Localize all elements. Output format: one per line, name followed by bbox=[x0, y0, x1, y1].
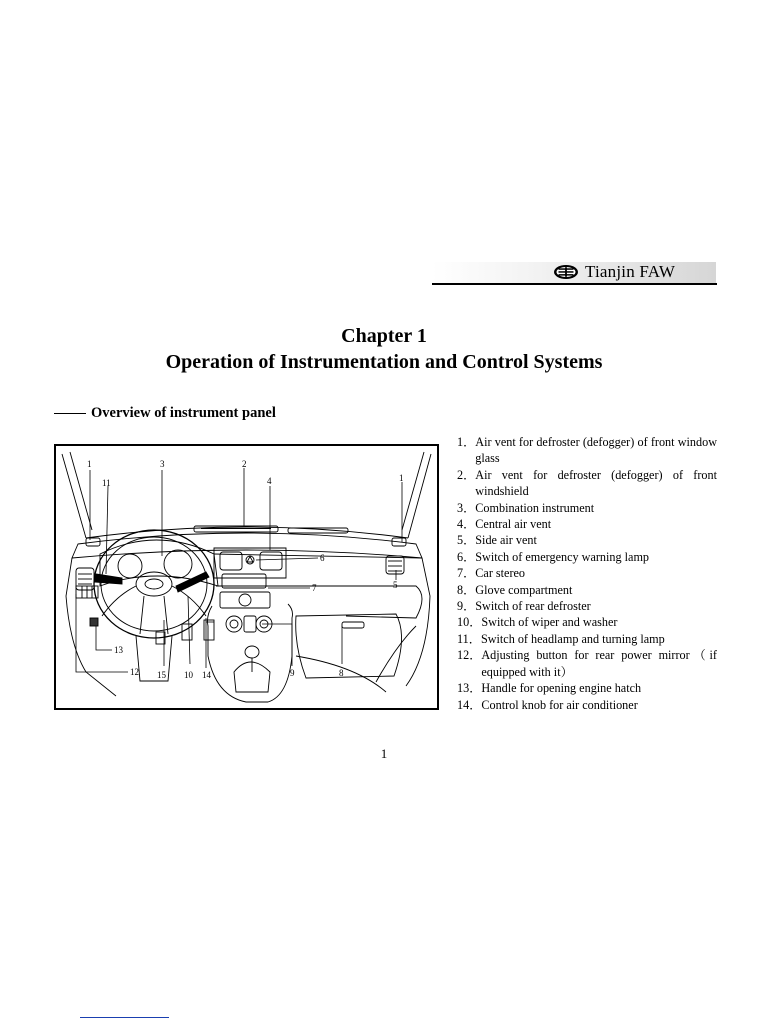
section-dash bbox=[54, 413, 86, 414]
legend-item-number: 2． bbox=[457, 467, 476, 482]
legend-item-text: Air vent for defroster (defogger) of front windshield bbox=[475, 467, 717, 499]
legend-item-number: 14． bbox=[457, 697, 482, 712]
legend-item-number: 13． bbox=[457, 681, 482, 696]
callout-label: 3 bbox=[160, 459, 165, 469]
legend-item-text: Switch of wiper and washer bbox=[481, 615, 618, 630]
instrument-panel-diagram bbox=[54, 444, 439, 710]
legend-item bbox=[457, 647, 717, 680]
callout-label: 15 bbox=[157, 670, 166, 680]
callout-label: 1 bbox=[399, 473, 404, 483]
legend-item bbox=[457, 680, 717, 696]
callout-label: 7 bbox=[312, 583, 317, 593]
legend-item-number: 10． bbox=[457, 615, 482, 630]
faw-logo-icon bbox=[553, 264, 579, 280]
callout-label: 13 bbox=[114, 645, 123, 655]
legend-item bbox=[457, 614, 717, 630]
callout-label: 12 bbox=[130, 667, 139, 677]
legend-item-number: 12． bbox=[457, 648, 482, 663]
brand bbox=[553, 261, 675, 283]
legend-item-text: Air vent for defroster (defogger) of front window glass bbox=[475, 435, 717, 466]
legend-item-number: 4． bbox=[457, 517, 476, 532]
callout-label: 1 bbox=[87, 459, 92, 469]
legend-item-number: 6． bbox=[457, 549, 476, 564]
legend-item-number: 7． bbox=[457, 566, 476, 581]
legend-item bbox=[457, 582, 717, 598]
legend-item-number: 1． bbox=[457, 435, 476, 449]
legend-item-number: 9． bbox=[457, 599, 476, 614]
page-number: 1 bbox=[380, 746, 388, 761]
legend-item bbox=[457, 631, 717, 647]
legend-item-text: Handle for opening engine hatch bbox=[481, 681, 642, 696]
legend-item-text: Adjusting button for rear power mirror（if equipped with it） bbox=[481, 648, 717, 679]
legend-item-number: 3． bbox=[457, 500, 476, 515]
legend-item bbox=[457, 500, 717, 516]
legend-item bbox=[457, 434, 717, 467]
callout-label: 4 bbox=[267, 476, 272, 486]
legend-item bbox=[457, 598, 717, 614]
callout-label: 9 bbox=[290, 668, 295, 678]
legend-item-text: Glove compartment bbox=[475, 582, 573, 597]
legend-item-text: Switch of headlamp and turning lamp bbox=[480, 631, 665, 646]
callout-label: 5 bbox=[393, 580, 398, 590]
footer-link-underline[interactable] bbox=[80, 1017, 169, 1018]
callout-label: 10 bbox=[184, 670, 193, 680]
legend-item-text: Control knob for air conditioner bbox=[481, 697, 638, 712]
legend-item bbox=[457, 516, 717, 532]
legend-item-text: Side air vent bbox=[475, 533, 537, 548]
brand-name: Tianjin FAW bbox=[585, 262, 676, 281]
section-title: Overview of instrument panel bbox=[91, 405, 276, 421]
legend-item-number: 5． bbox=[457, 533, 476, 548]
legend-item-text: Switch of emergency warning lamp bbox=[475, 549, 650, 564]
callout-label: 2 bbox=[242, 459, 247, 469]
legend-item-text: Combination instrument bbox=[475, 500, 595, 515]
legend-item bbox=[457, 565, 717, 581]
legend-item-number: 11． bbox=[457, 631, 481, 646]
legend-item-text: Central air vent bbox=[475, 517, 552, 532]
chapter-title: Operation of Instrumentation and Control Systems bbox=[165, 351, 603, 373]
header-rule bbox=[432, 283, 717, 285]
legend-item-text: Car stereo bbox=[475, 566, 526, 581]
legend-item-number: 8． bbox=[457, 582, 476, 597]
chapter-number: Chapter 1 bbox=[341, 325, 427, 347]
legend-item bbox=[457, 467, 717, 500]
callout-label: 11 bbox=[102, 478, 111, 488]
callout-layer bbox=[56, 446, 437, 708]
section-heading bbox=[54, 405, 276, 422]
legend-list bbox=[457, 434, 717, 713]
legend-item bbox=[457, 697, 717, 713]
legend-item bbox=[457, 532, 717, 548]
legend-item-text: Switch of rear defroster bbox=[475, 599, 591, 614]
callout-label: 6 bbox=[320, 553, 325, 563]
legend-item bbox=[457, 549, 717, 565]
callout-label: 14 bbox=[202, 670, 211, 680]
callout-label: 8 bbox=[339, 668, 344, 678]
